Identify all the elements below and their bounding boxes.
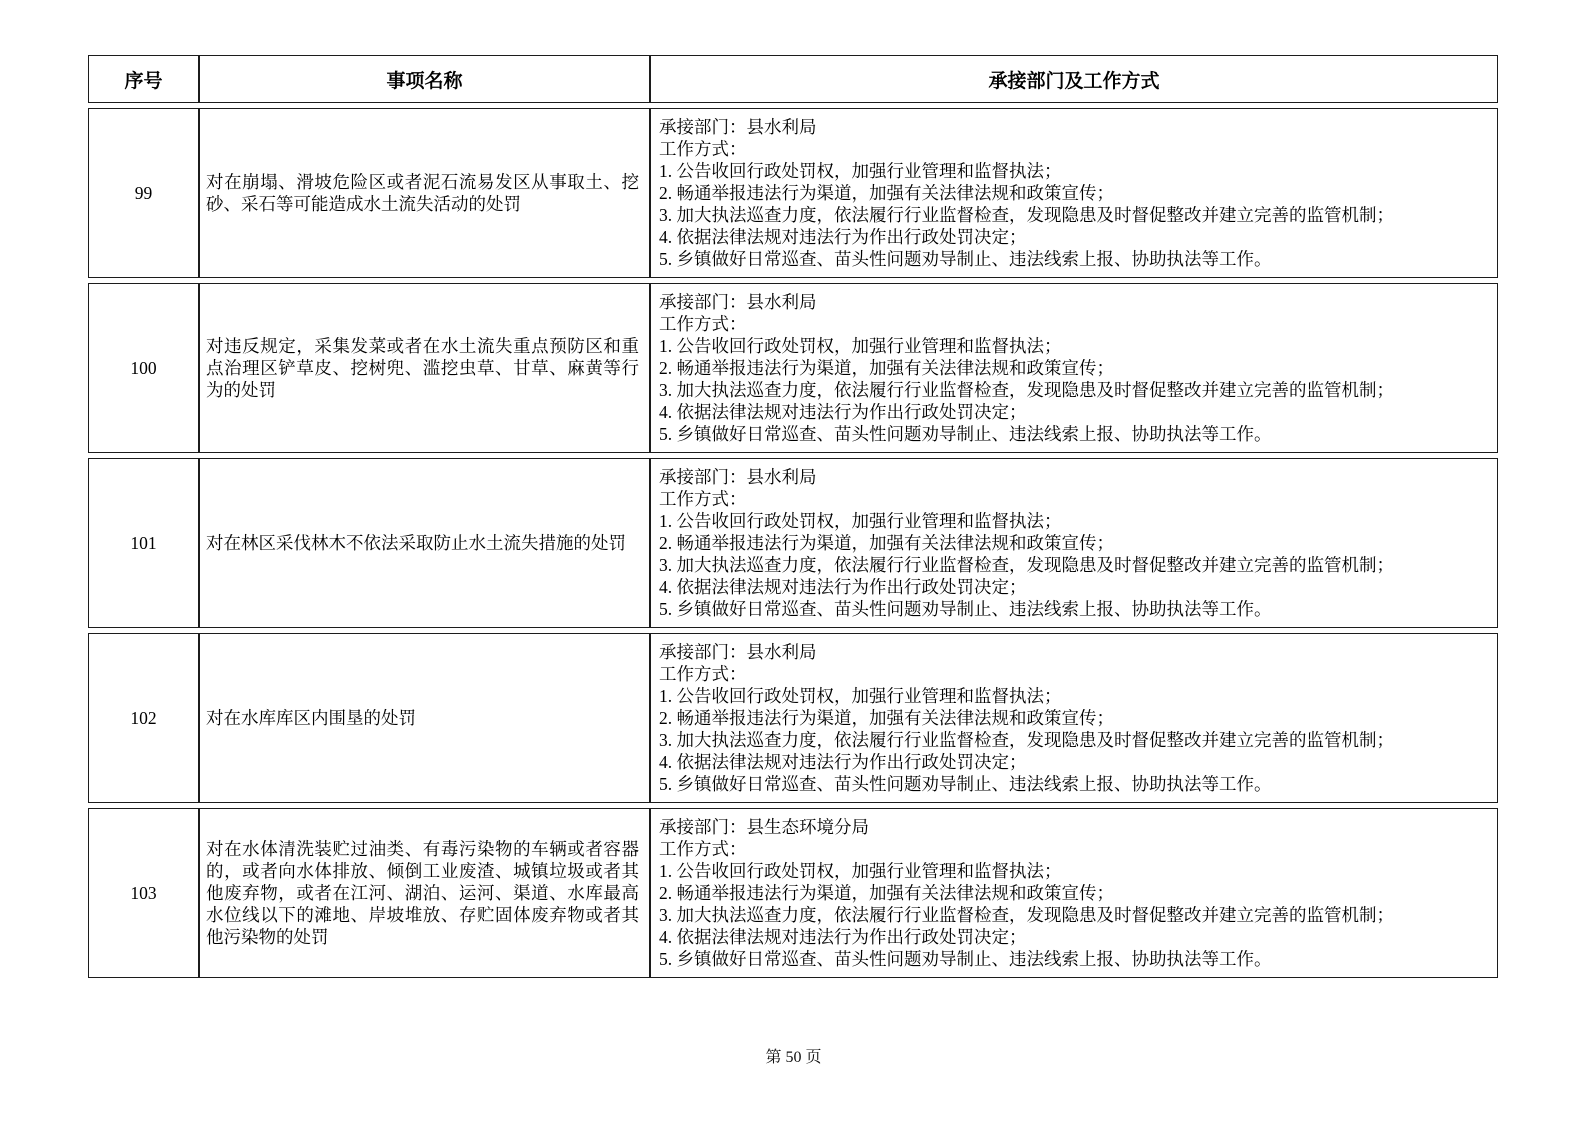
row-number: 101 <box>88 458 199 628</box>
method-item-5: 5. 乡镇做好日常巡查、苗头性问题劝导制止、违法线索上报、协助执法等工作。 <box>659 249 1272 270</box>
row-number: 102 <box>88 633 199 803</box>
method-item-5: 5. 乡镇做好日常巡查、苗头性问题劝导制止、违法线索上报、协助执法等工作。 <box>659 599 1272 620</box>
method-item-4: 4. 依据法律法规对违法行为作出行政处罚决定； <box>659 927 1027 948</box>
item-name: 对在水库库区内围垦的处罚 <box>199 633 650 803</box>
item-name: 对在林区采伐林木不依法采取防止水土流失措施的处罚 <box>199 458 650 628</box>
department-method-cell <box>650 808 1498 978</box>
method-item-3: 3. 加大执法巡查力度，依法履行行业监督检查，发现隐患及时督促整改并建立完善的监管机制； <box>659 205 1394 226</box>
method-item-2: 2. 畅通举报违法行为渠道，加强有关法律法规和政策宣传； <box>659 707 1114 728</box>
method-item-3: 3. 加大执法巡查力度，依法履行行业监督检查，发现隐患及时督促整改并建立完善的监管机制； <box>659 555 1394 576</box>
method-item-4: 4. 依据法律法规对违法行为作出行政处罚决定； <box>659 752 1027 773</box>
method-item-1: 1. 公告收回行政处罚权，加强行业管理和监督执法； <box>659 160 1062 181</box>
method-item-4: 4. 依据法律法规对违法行为作出行政处罚决定； <box>659 577 1027 598</box>
row-number: 100 <box>88 283 199 453</box>
table-row <box>88 108 1498 278</box>
item-name: 对在崩塌、滑坡危险区或者泥石流易发区从事取土、挖砂、采石等可能造成水土流失活动的处罚 <box>199 108 650 278</box>
department-method-cell <box>650 108 1498 278</box>
department-method-cell <box>650 458 1498 628</box>
method-label-line: 工作方式： <box>659 838 747 859</box>
method-item-1: 1. 公告收回行政处罚权，加强行业管理和监督执法； <box>659 860 1062 881</box>
item-name: 对违反规定，采集发菜或者在水土流失重点预防区和重点治理区铲草皮、挖树兜、滥挖虫草、甘草、麻黄等行为的处罚 <box>199 283 650 453</box>
method-item-1: 1. 公告收回行政处罚权，加强行业管理和监督执法； <box>659 685 1062 706</box>
row-number: 99 <box>88 108 199 278</box>
method-item-1: 1. 公告收回行政处罚权，加强行业管理和监督执法； <box>659 335 1062 356</box>
method-item-3: 3. 加大执法巡查力度，依法履行行业监督检查，发现隐患及时督促整改并建立完善的监管机制； <box>659 380 1394 401</box>
method-label-line: 工作方式： <box>659 138 747 159</box>
department-line: 承接部门：县水利局 <box>659 641 817 662</box>
method-item-4: 4. 依据法律法规对违法行为作出行政处罚决定； <box>659 402 1027 423</box>
method-item-4: 4. 依据法律法规对违法行为作出行政处罚决定； <box>659 227 1027 248</box>
method-label-line: 工作方式： <box>659 313 747 334</box>
method-item-5: 5. 乡镇做好日常巡查、苗头性问题劝导制止、违法线索上报、协助执法等工作。 <box>659 949 1272 970</box>
table-row <box>88 633 1498 803</box>
department-line: 承接部门：县生态环境分局 <box>659 816 869 837</box>
department-line: 承接部门：县水利局 <box>659 116 817 137</box>
method-label-line: 工作方式： <box>659 663 747 684</box>
method-item-3: 3. 加大执法巡查力度，依法履行行业监督检查，发现隐患及时督促整改并建立完善的监管机制； <box>659 905 1394 926</box>
table-header-row <box>88 55 1498 103</box>
method-item-1: 1. 公告收回行政处罚权，加强行业管理和监督执法； <box>659 510 1062 531</box>
method-item-2: 2. 畅通举报违法行为渠道，加强有关法律法规和政策宣传； <box>659 182 1114 203</box>
method-label-line: 工作方式： <box>659 488 747 509</box>
col-header-department-method: 承接部门及工作方式 <box>650 55 1498 103</box>
table-row <box>88 808 1498 978</box>
department-method-cell <box>650 633 1498 803</box>
department-line: 承接部门：县水利局 <box>659 291 817 312</box>
method-item-5: 5. 乡镇做好日常巡查、苗头性问题劝导制止、违法线索上报、协助执法等工作。 <box>659 424 1272 445</box>
department-line: 承接部门：县水利局 <box>659 466 817 487</box>
method-item-2: 2. 畅通举报违法行为渠道，加强有关法律法规和政策宣传； <box>659 532 1114 553</box>
page-number: 第 50 页 <box>765 1049 822 1066</box>
table-row <box>88 283 1498 453</box>
col-header-item-name: 事项名称 <box>199 55 650 103</box>
method-item-5: 5. 乡镇做好日常巡查、苗头性问题劝导制止、违法线索上报、协助执法等工作。 <box>659 774 1272 795</box>
method-item-2: 2. 畅通举报违法行为渠道，加强有关法律法规和政策宣传； <box>659 882 1114 903</box>
method-item-2: 2. 畅通举报违法行为渠道，加强有关法律法规和政策宣传； <box>659 357 1114 378</box>
row-number: 103 <box>88 808 199 978</box>
col-header-index: 序号 <box>88 55 199 103</box>
department-method-cell <box>650 283 1498 453</box>
method-item-3: 3. 加大执法巡查力度，依法履行行业监督检查，发现隐患及时督促整改并建立完善的监管机制； <box>659 730 1394 751</box>
item-name: 对在水体清洗装贮过油类、有毒污染物的车辆或者容器的，或者向水体排放、倾倒工业废渣、城镇垃圾或者其他废弃物，或者在江河、湖泊、运河、渠道、水库最高水位线以下的滩地、岸坡堆放、存贮固体废弃物或者其他污染物的处罚 <box>199 808 650 978</box>
table-row <box>88 458 1498 628</box>
transfer-items-table <box>88 50 1498 983</box>
